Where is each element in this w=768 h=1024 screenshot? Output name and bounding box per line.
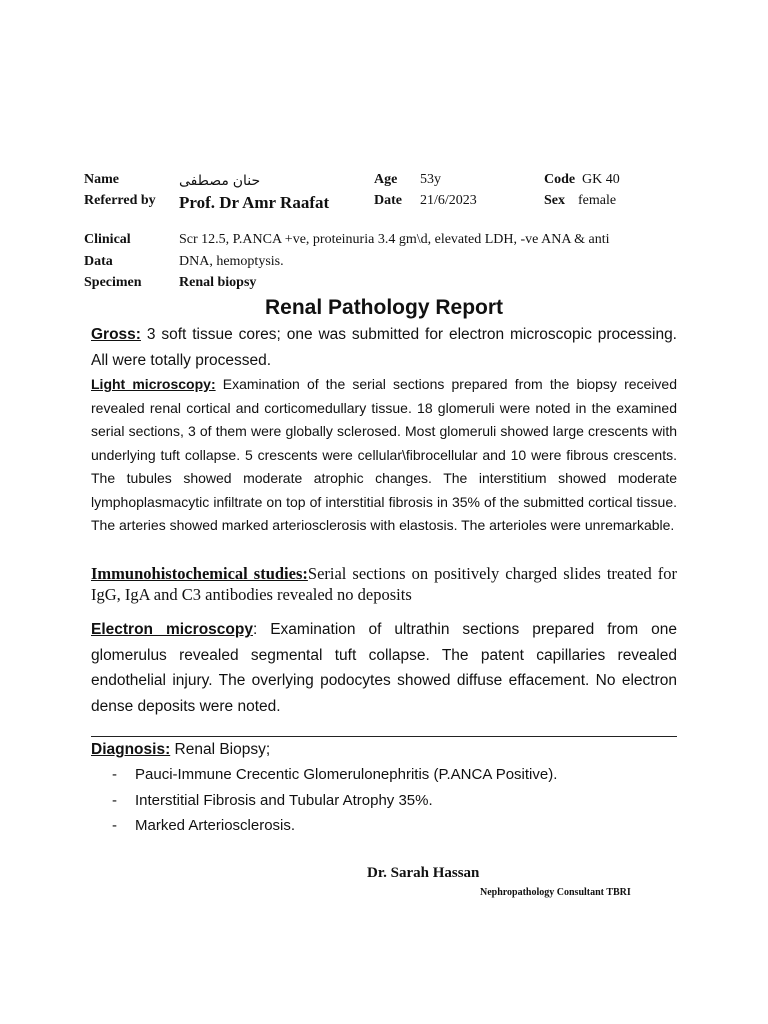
electron-microscopy-section <box>91 617 677 719</box>
diagnosis-item: Marked Arteriosclerosis. <box>135 817 296 834</box>
bullet-dash: - <box>112 766 117 783</box>
immunohistochemical-text: Serial sections on positively charged slides treated for IgG, IgA and C3 antibodies revealed no deposits <box>91 564 678 604</box>
clinical-label: Clinical <box>84 232 131 247</box>
immunohistochemical-section <box>91 563 677 605</box>
list-item <box>91 788 557 814</box>
immunohistochemical-heading: Immunohistochemical studies: <box>91 564 308 583</box>
code-value: GK 40 <box>582 172 620 187</box>
clinical-data-line-1: Scr 12.5, P.ANCA +ve, proteinuria 3.4 gm\d, elevated LDH, -ve ANA & anti <box>179 232 610 247</box>
bullet-dash: - <box>112 817 117 834</box>
date-label: Date <box>374 193 402 208</box>
referring-doctor: Prof. Dr Amr Raafat <box>179 193 330 212</box>
list-item <box>91 813 557 839</box>
light-microscopy-text: Examination of the serial sections prepared from the biopsy received revealed renal cortical and corticomedullary tissue. 18 glomeruli were noted in the examined serial sections, 3 of them were globally sclerosed. Most glomeruli showed large crescents with underlying tuft collapse. 5 crescents were cellular\fibrocellular and 10 were fibrous crescents. The tubules showed moderate atrophic changes. The interstitium showed moderate lymphoplasmacytic infiltrate on top of interstitial fibrosis in 35% of the submitted cortical tissue. The arteries showed marked arteriosclerosis with elastosis. The arterioles were unremarkable. <box>91 376 677 533</box>
bullet-dash: - <box>112 791 117 809</box>
date-value: 21/6/2023 <box>420 193 477 208</box>
specimen-label: Specimen <box>84 275 142 290</box>
code-label: Code <box>544 172 576 187</box>
age-value: 53y <box>420 172 441 187</box>
referred-by-label: Referred by <box>84 193 156 208</box>
age-label: Age <box>374 172 398 187</box>
clinical-data-line-2: DNA, hemoptysis. <box>179 254 284 269</box>
gross-section <box>91 322 677 373</box>
signature-name: Dr. Sarah Hassan <box>367 865 480 881</box>
diagnosis-list <box>91 762 557 839</box>
gross-text: 3 soft tissue cores; one was submitted for electron microscopic processing. All were totally processed. <box>91 326 677 369</box>
specimen-value: Renal biopsy <box>179 275 257 290</box>
sex-label: Sex <box>544 193 565 208</box>
diagnosis-line <box>91 738 270 761</box>
divider <box>91 736 677 737</box>
sex-value: female <box>578 193 617 208</box>
report-title: Renal Pathology Report <box>264 296 504 319</box>
signature-title: Nephropathology Consultant TBRI <box>480 887 631 898</box>
diagnosis-item: Interstitial Fibrosis and Tubular Atrophy 35%. <box>135 791 433 809</box>
diagnosis-item: Pauci-Immune Crecentic Glomerulonephritis (P.ANCA Positive). <box>135 766 558 783</box>
light-microscopy-section <box>91 373 677 538</box>
gross-heading: Gross: <box>91 326 141 343</box>
diagnosis-intro: Renal Biopsy; <box>170 741 271 758</box>
diagnosis-heading: Diagnosis: <box>91 741 171 758</box>
light-microscopy-heading: Light microscopy: <box>91 376 216 392</box>
name-label: Name <box>84 172 119 187</box>
list-item <box>91 762 557 788</box>
electron-microscopy-text: : Examination of ultrathin sections prepared from one glomerulus revealed segmental tuft collapse. The patent capillaries revealed endothelial injury. The overlying podocytes showed diffuse effacement. No electron dense deposits were noted. <box>91 621 677 715</box>
electron-microscopy-heading: Electron microscopy <box>91 621 253 638</box>
clinical-data-label: Data <box>84 254 113 269</box>
patient-name: حنان مصطفى <box>179 172 261 188</box>
